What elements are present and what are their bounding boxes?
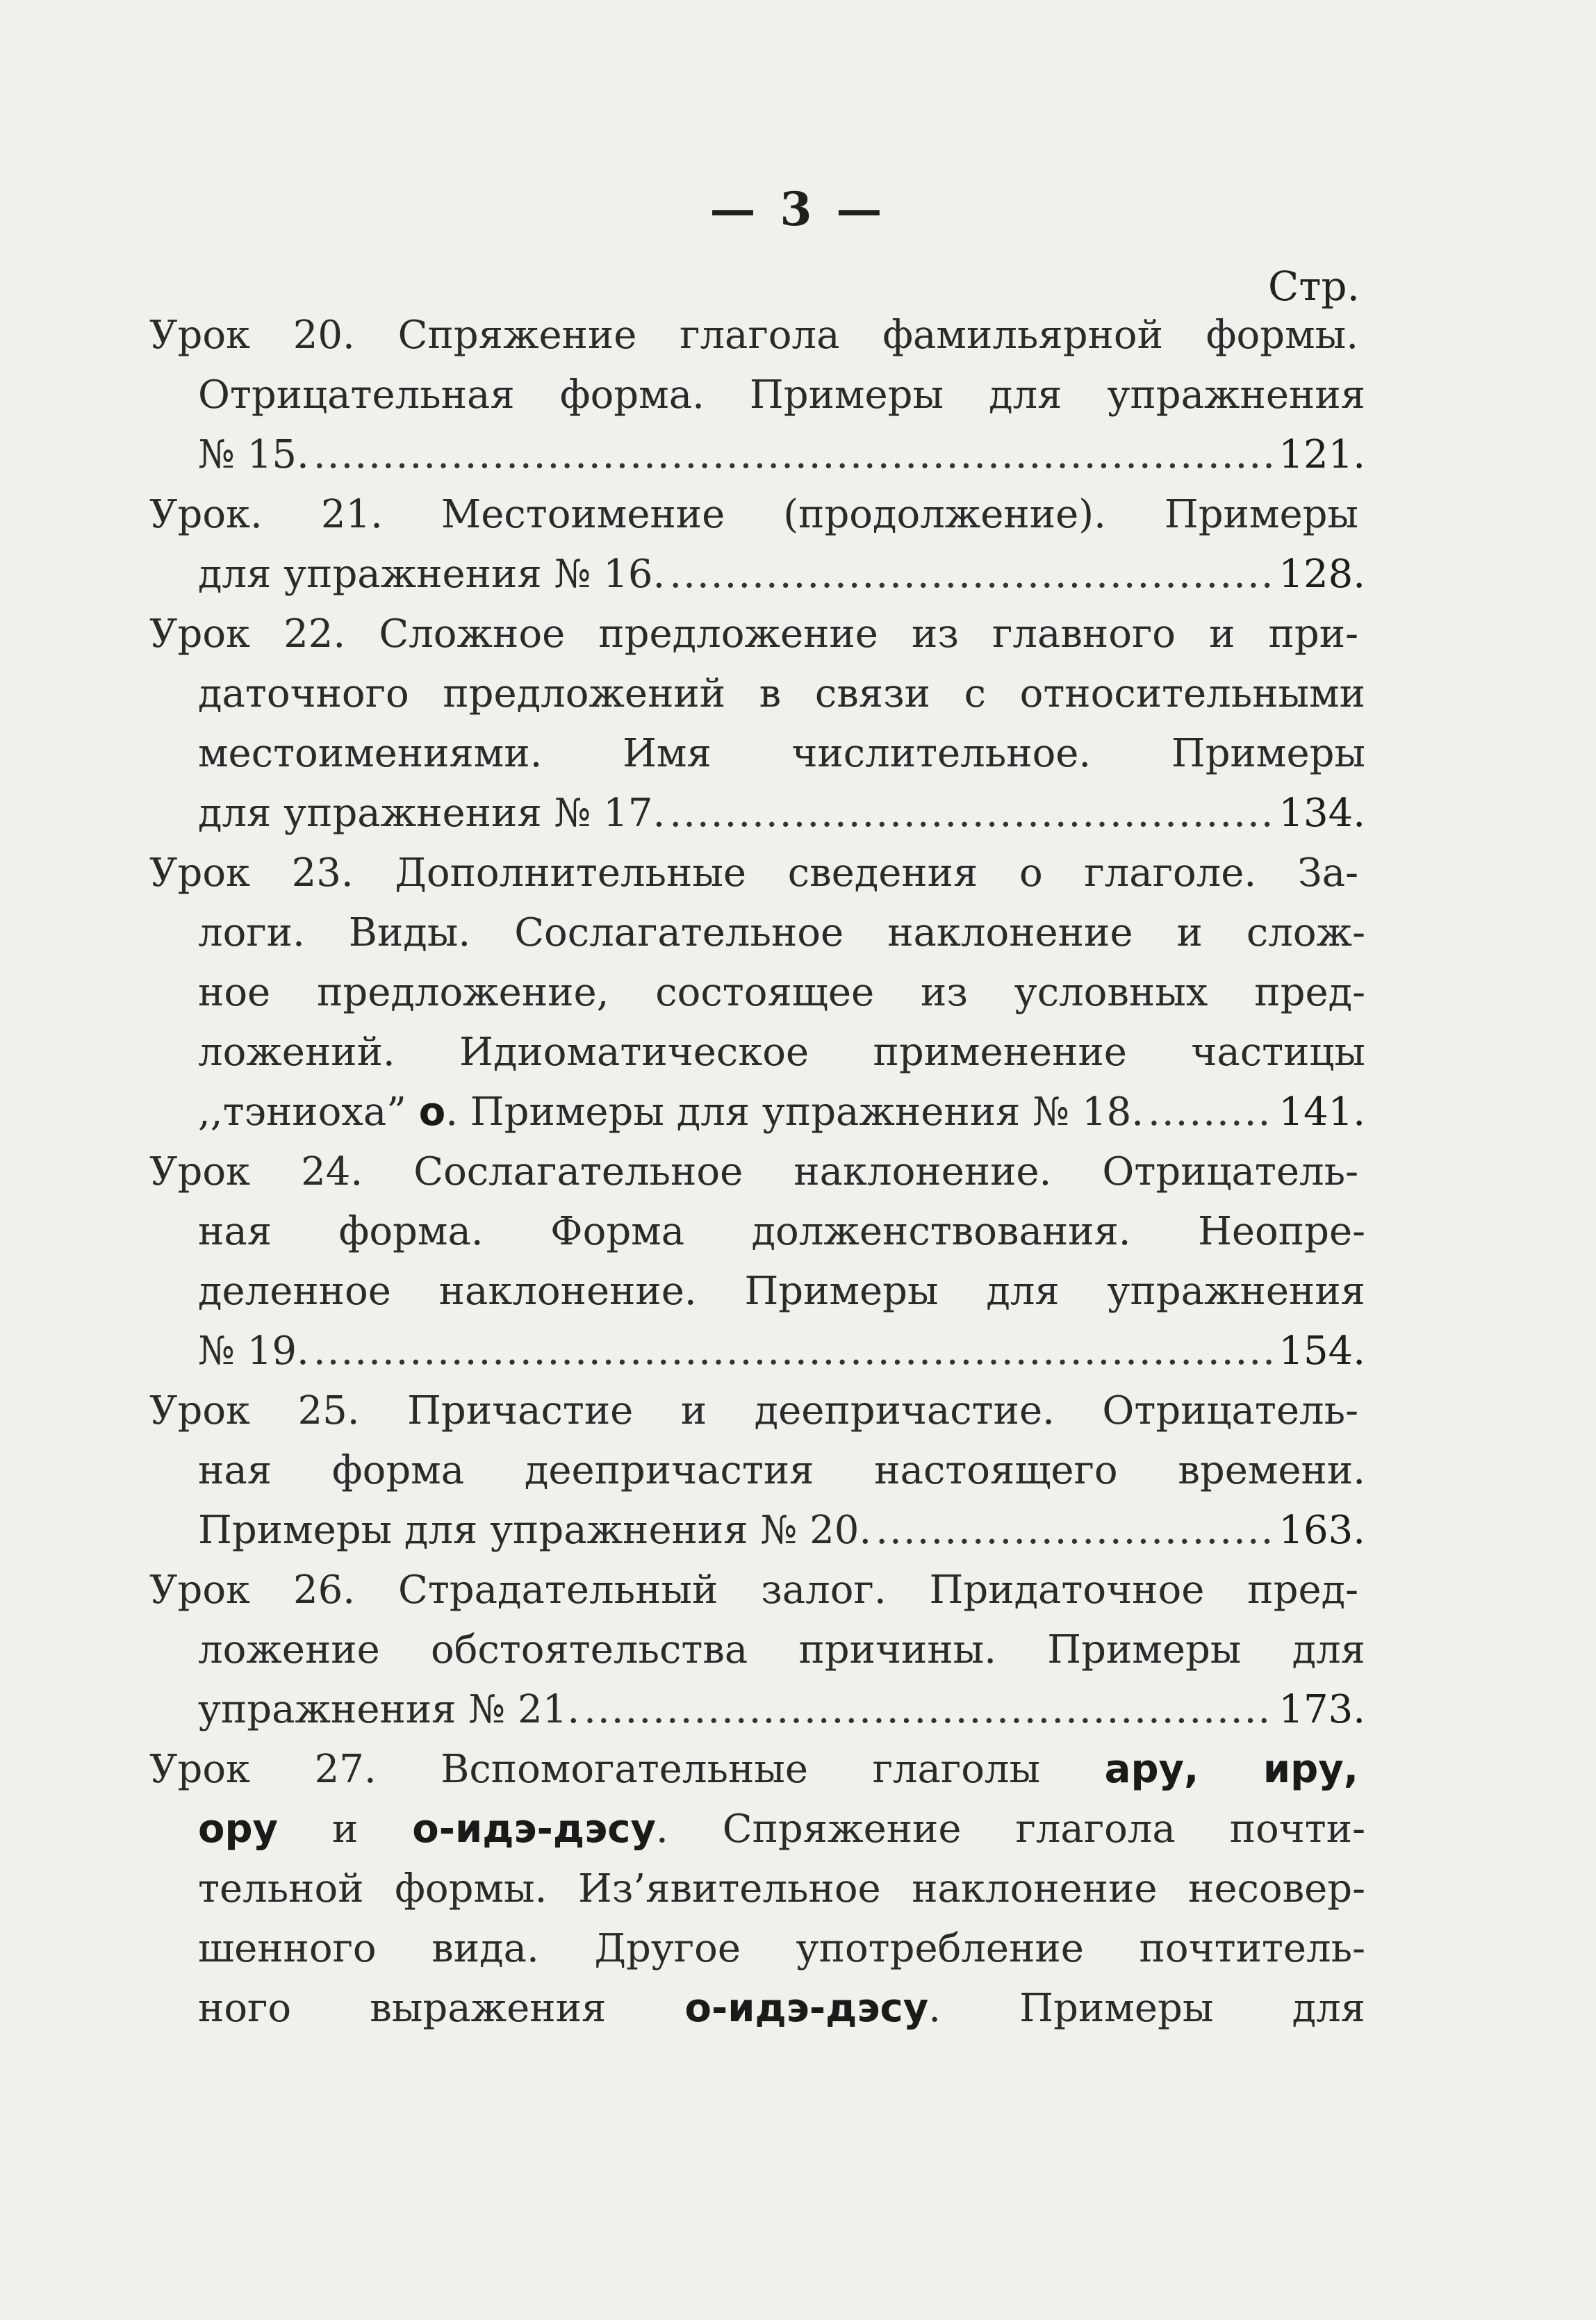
toc-line: Урок 20. Спряжение глагола фамильярной формы. bbox=[149, 313, 1358, 358]
toc-entry-lesson-23 bbox=[149, 844, 1365, 1142]
toc-line: местоимениями. Имя числительное. Примеры bbox=[198, 731, 1365, 776]
toc-line: шенного вида. Другое употребление почтитель- bbox=[198, 1926, 1365, 1971]
toc-line: Урок 26. Страдательный залог. Придаточное пред- bbox=[149, 1568, 1358, 1613]
toc-line-leader bbox=[149, 1083, 1365, 1142]
toc-line-text: для упражнения № 17. bbox=[198, 791, 666, 836]
page-ref: 141. bbox=[1278, 1089, 1365, 1135]
page-ref: 128. bbox=[1278, 552, 1365, 597]
toc-line-leader bbox=[149, 425, 1365, 485]
toc-line-text: Примеры для упражнения № 20. bbox=[198, 1508, 872, 1553]
toc-line-leader bbox=[149, 1680, 1365, 1740]
toc-line-leader bbox=[149, 1322, 1365, 1381]
toc-line: Урок 24. Сослагательное наклонение. Отрицатель- bbox=[149, 1149, 1358, 1194]
toc-line: логи. Виды. Сослагательное наклонение и слож- bbox=[198, 910, 1365, 955]
dot-leader bbox=[875, 1501, 1274, 1561]
toc-line: Урок 22. Сложное предложение из главного и при- bbox=[149, 611, 1358, 657]
toc-line: Отрицательная форма. Примеры для упражнения bbox=[198, 372, 1365, 418]
toc-entry-lesson-21 bbox=[149, 485, 1365, 604]
toc-line: ложение обстоятельства причины. Примеры для bbox=[198, 1627, 1365, 1672]
text-fragment: . Спряжение глагола почти- bbox=[656, 1807, 1365, 1852]
toc-line: ное предложение, состоящее из условных пред- bbox=[198, 970, 1365, 1015]
text-fragment: . Примеры для упражнения № 18. bbox=[445, 1089, 1144, 1135]
toc-line-text: упражнения № 21. bbox=[198, 1687, 580, 1732]
toc-entry-lesson-26 bbox=[149, 1561, 1365, 1740]
toc-entry-lesson-24 bbox=[149, 1142, 1365, 1381]
toc-entry-lesson-27 bbox=[149, 1740, 1365, 2039]
text-fragment: ного выражения bbox=[198, 1986, 685, 2031]
verb-bold: о-идэ-дэсу bbox=[684, 1986, 929, 2031]
toc-entry-lesson-22 bbox=[149, 604, 1365, 844]
particle-bold: о bbox=[418, 1089, 446, 1135]
toc-line-text bbox=[198, 1083, 1144, 1142]
page-ref: 154. bbox=[1278, 1328, 1365, 1374]
verb-bold: иру, bbox=[1262, 1747, 1358, 1792]
page-ref: 121. bbox=[1278, 432, 1365, 477]
toc-line: Урок 23. Дополнительные сведения о глаголе. За- bbox=[149, 850, 1358, 896]
toc-line-text: для упражнения № 16. bbox=[198, 552, 666, 597]
toc-line: ная форма деепричастия настоящего времени. bbox=[198, 1448, 1365, 1493]
verb-bold: ору bbox=[198, 1807, 279, 1852]
toc-line: деленное наклонение. Примеры для упражнения bbox=[198, 1269, 1365, 1314]
page-ref: 134. bbox=[1278, 791, 1365, 836]
dot-leader bbox=[669, 784, 1274, 844]
page-ref: 173. bbox=[1278, 1687, 1365, 1732]
toc-entry-lesson-25 bbox=[149, 1381, 1365, 1561]
toc-line: ная форма. Форма долженствования. Неопре- bbox=[198, 1209, 1365, 1254]
text-fragment: . Примеры для bbox=[928, 1986, 1365, 2031]
page-ref: 163. bbox=[1278, 1508, 1365, 1553]
toc-line bbox=[149, 1800, 1365, 1859]
toc-line-text: № 19. bbox=[198, 1328, 309, 1374]
dot-leader bbox=[584, 1680, 1274, 1740]
toc-line: даточного предложений в связи с относительными bbox=[198, 671, 1365, 716]
text-fragment: ,,тэниоха” bbox=[198, 1089, 419, 1135]
toc-line: ложений. Идиоматическое применение частицы bbox=[198, 1030, 1365, 1075]
toc-line-text: № 15. bbox=[198, 432, 309, 477]
toc-line bbox=[149, 1740, 1358, 1800]
verb-bold: о-идэ-дэсу bbox=[412, 1807, 656, 1852]
toc-line: Урок. 21. Местоимение (продолжение). Примеры bbox=[149, 492, 1358, 537]
toc-line: тельной формы. Из’явительное наклонение несовер- bbox=[198, 1866, 1365, 1911]
dot-leader bbox=[313, 425, 1274, 485]
page-column-header: Стр. bbox=[1267, 263, 1360, 310]
dot-leader bbox=[313, 1322, 1274, 1381]
toc-line-leader bbox=[149, 1501, 1365, 1561]
dot-leader bbox=[1148, 1083, 1274, 1142]
text-fragment: и bbox=[278, 1807, 413, 1852]
toc-line bbox=[149, 1979, 1365, 2039]
dot-leader bbox=[669, 545, 1274, 604]
toc-line: Урок 25. Причастие и деепричастие. Отрицатель- bbox=[149, 1388, 1358, 1433]
page-number: — 3 — bbox=[709, 182, 887, 236]
toc-line-leader bbox=[149, 784, 1365, 844]
text-fragment: Урок 27. Вспомогательные глаголы bbox=[149, 1747, 1105, 1792]
verb-bold: ару, bbox=[1104, 1747, 1199, 1792]
toc-entry-lesson-20 bbox=[149, 306, 1365, 485]
toc-line-leader bbox=[149, 545, 1365, 604]
